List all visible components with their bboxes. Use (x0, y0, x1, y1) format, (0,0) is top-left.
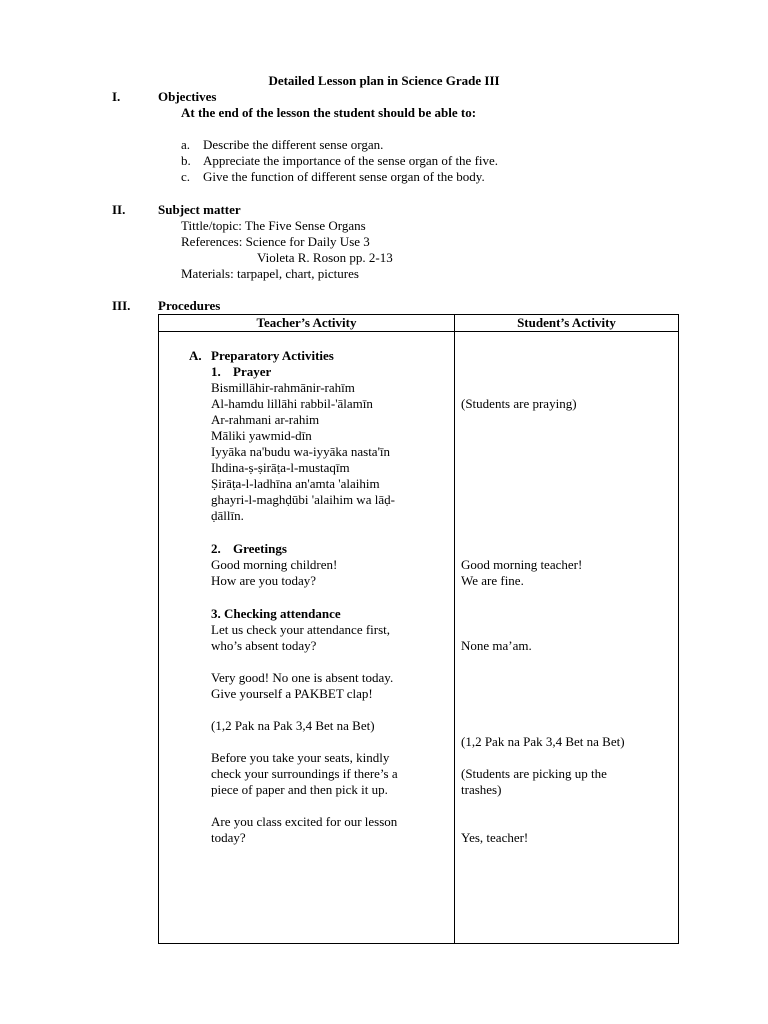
student-line: Good morning teacher! (461, 557, 583, 572)
teacher-line: Prayer (233, 364, 272, 379)
teacher-line: Good morning children! (211, 557, 338, 572)
teacher-line: piece of paper and then pick it up. (211, 782, 388, 797)
teacher-line: Ihdina-ṣ-ṣirāṭa-l-mustaqīm (211, 460, 350, 475)
student-activity-cell (455, 332, 679, 944)
teacher-line: Before you take your seats, kindly (211, 750, 390, 765)
teacher-line: Give yourself a PAKBET clap! (211, 686, 373, 701)
teacher-activity-header: Teacher’s Activity (159, 315, 455, 332)
student-activity-header: Student’s Activity (455, 315, 679, 332)
teacher-line: Māliki yawmid-dīn (211, 428, 312, 443)
student-line: We are fine. (461, 573, 524, 588)
teacher-line: ḍāllīn. (211, 508, 244, 523)
teacher-line: Are you class excited for our lesson (211, 814, 398, 829)
table-header-row (159, 315, 679, 332)
student-line: None ma’am. (461, 638, 532, 653)
teacher-line: today? (211, 830, 246, 845)
student-line: Yes, teacher! (461, 830, 529, 845)
section-heading-subject-matter: Subject matter (158, 202, 241, 217)
objective-item: Describe the different sense organ. (203, 137, 384, 152)
procedures-table (158, 314, 679, 944)
teacher-line: How are you today? (211, 573, 317, 588)
section-heading-objectives: Objectives (158, 89, 217, 104)
step-marker: 2. (211, 541, 221, 556)
teacher-line: ghayri-l-maghḍūbi 'alaihim wa lāḍ- (211, 492, 395, 507)
step-marker: 1. (211, 364, 221, 379)
section-heading-procedures: Procedures (158, 298, 221, 313)
subject-materials: Materials: tarpapel, chart, pictures (181, 266, 359, 281)
subject-reference-author: Violeta R. Roson pp. 2-13 (257, 250, 393, 265)
student-line: trashes) (461, 782, 502, 797)
section-number-objectives: I. (112, 89, 121, 104)
teacher-line: Ṣirāṭa-l-ladhīna an'amta 'alaihim (211, 476, 380, 491)
subject-topic: Tittle/topic: The Five Sense Organs (181, 218, 366, 233)
teacher-line: Greetings (233, 541, 287, 556)
section-number-procedures: III. (112, 298, 131, 313)
teacher-line: (1,2 Pak na Pak 3,4 Bet na Bet) (211, 718, 375, 733)
subject-references: References: Science for Daily Use 3 (181, 234, 370, 249)
objective-item: Give the function of different sense organ of the body. (203, 169, 485, 184)
objectives-intro: At the end of the lesson the student should be able to: (181, 105, 477, 120)
student-line: (Students are picking up the (461, 766, 607, 781)
teacher-line: 3. Checking attendance (211, 606, 341, 621)
teacher-line: Let us check your attendance first, (211, 622, 391, 637)
section-number-subject-matter: II. (112, 202, 126, 217)
teacher-line: Very good! No one is absent today. (211, 670, 394, 685)
teacher-activity-cell (159, 332, 455, 944)
table-row (159, 332, 679, 944)
teacher-line: Al-hamdu lillāhi rabbil-'ālamīn (211, 396, 373, 411)
teacher-line: Bismillāhir-rahmānir-rahīm (211, 380, 355, 395)
teacher-line: Ar-rahmani ar-rahim (211, 412, 320, 427)
teacher-line: who’s absent today? (211, 638, 317, 653)
objective-marker: b. (181, 153, 191, 168)
objective-item: Appreciate the importance of the sense organ of the five. (203, 153, 499, 168)
teacher-line: Iyyāka na'budu wa-iyyāka nasta'īn (211, 444, 391, 459)
student-line: (Students are praying) (461, 396, 577, 411)
teacher-line: Preparatory Activities (211, 348, 334, 363)
section-marker: A. (189, 348, 202, 363)
objective-marker: a. (181, 137, 191, 152)
objective-marker: c. (181, 169, 191, 184)
student-line: (1,2 Pak na Pak 3,4 Bet na Bet) (461, 734, 625, 749)
page-title: Detailed Lesson plan in Science Grade III (268, 73, 500, 88)
teacher-line: check your surroundings if there’s a (211, 766, 398, 781)
